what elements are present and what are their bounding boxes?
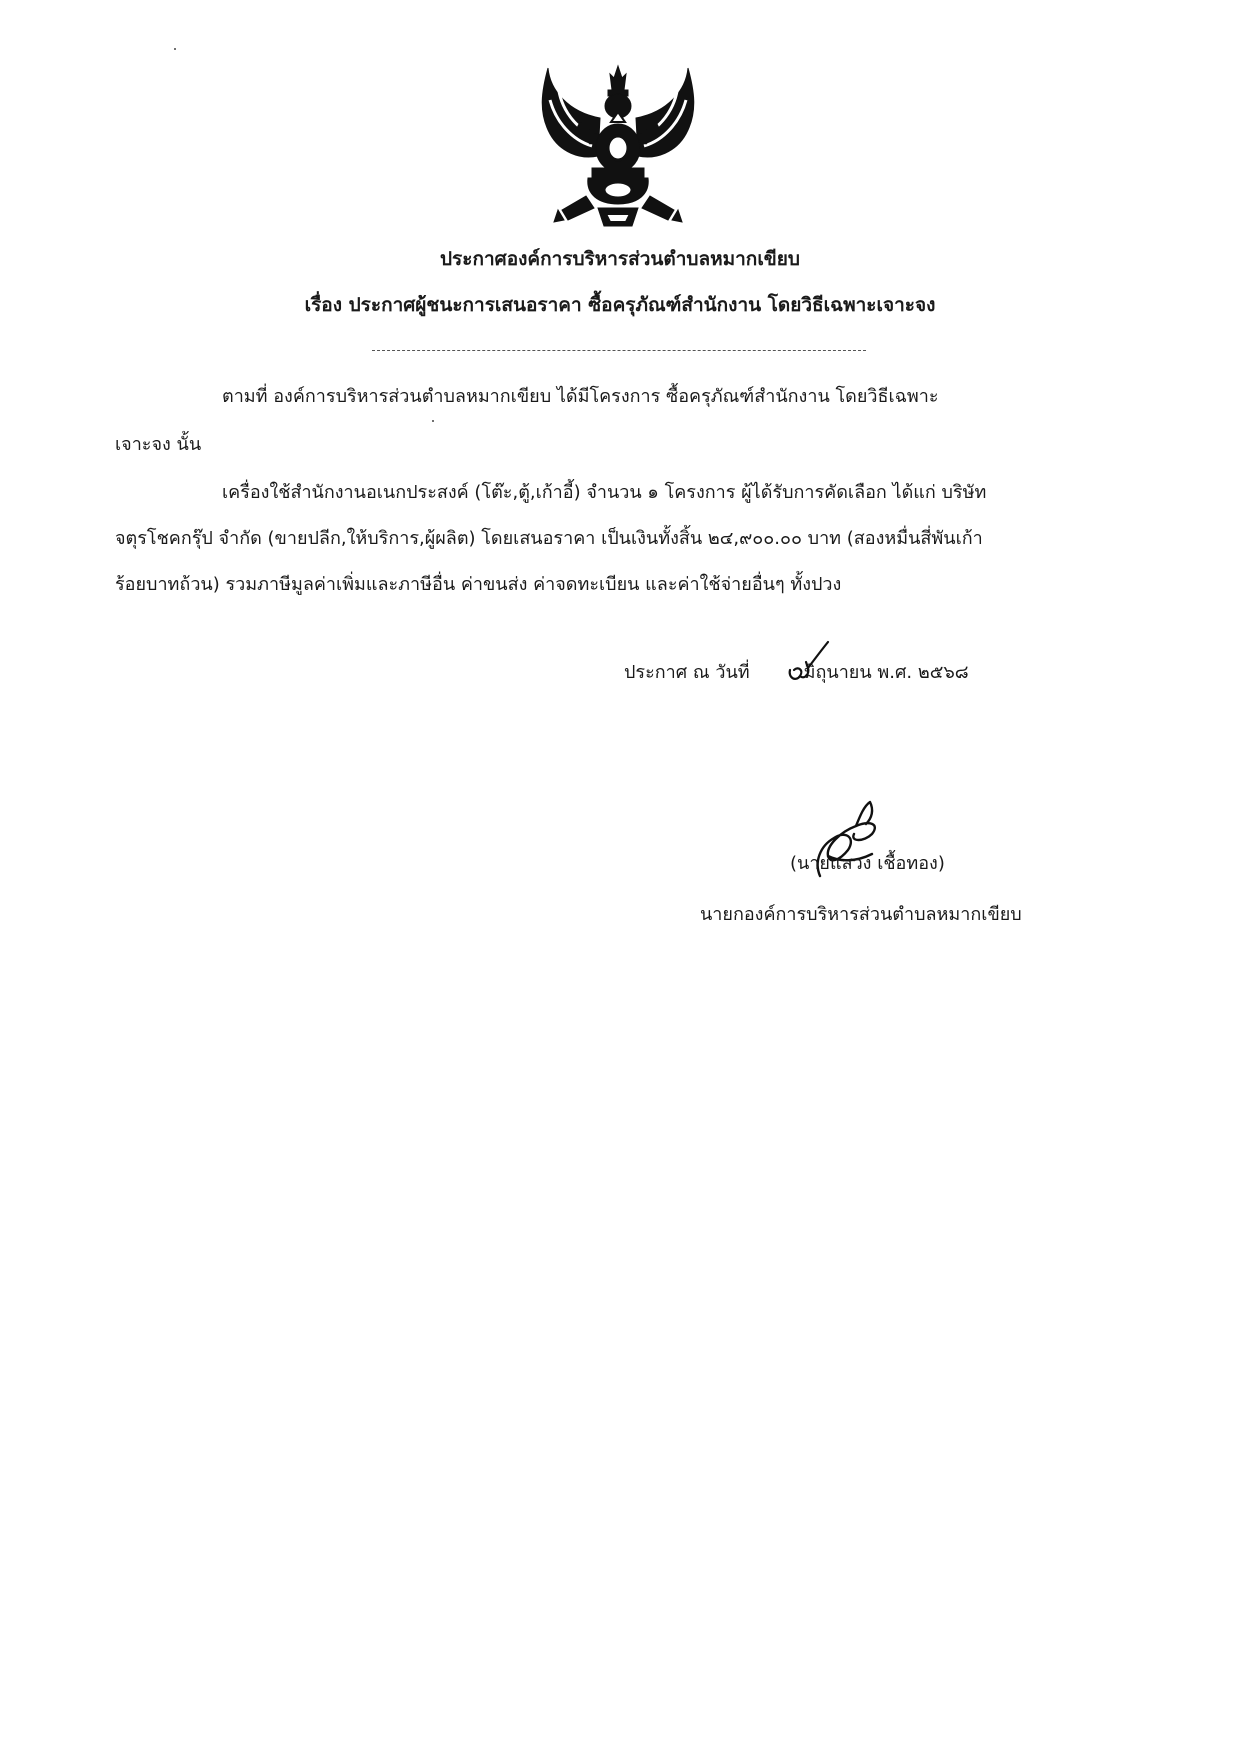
scan-speck — [432, 420, 434, 422]
signer-name: (นายแสวง เชื้อทอง) — [790, 853, 945, 874]
garuda-emblem-icon — [528, 60, 708, 230]
signer-position: นายกองค์การบริหารส่วนตำบลหมากเขียบ — [700, 904, 1022, 925]
paragraph-1-line-2: เจาะจง นั้น — [115, 434, 202, 455]
paragraph-2-line-3: ร้อยบาทถ้วน) รวมภาษีมูลค่าเพิ่มและภาษีอื่น ค่าขนส่ง ค่าจดทะเบียน และค่าใช้จ่ายอื่นๆ ทั้งปวง — [115, 574, 842, 595]
announcement-title: ประกาศองค์การบริหารส่วนตำบลหมากเขียบ — [439, 248, 800, 270]
scan-speck — [174, 48, 176, 50]
announcement-subject: เรื่อง ประกาศผู้ชนะการเสนอราคา ซื้อครุภัณฑ์สำนักงาน โดยวิธีเฉพาะเจาะจง — [304, 294, 936, 316]
date-month-year: มิถุนายน พ.ศ. ๒๕๖๘ — [803, 662, 969, 683]
paragraph-1-line-1: ตามที่ องค์การบริหารส่วนตำบลหมากเขียบ ได้มีโครงการ ซื้อครุภัณฑ์สำนักงาน โดยวิธีเฉพาะ — [222, 386, 939, 407]
dashed-divider — [372, 350, 866, 351]
paragraph-2-line-2: จตุรโชคกรุ๊ป จำกัด (ขายปลีก,ให้บริการ,ผู้ผลิต) โดยเสนอราคา เป็นเงินทั้งสิ้น ๒๔,๙๐๐.๐๐ บาท (สองหมื่นสี่พันเก้า — [115, 528, 983, 549]
paragraph-2-line-1: เครื่องใช้สำนักงานอเนกประสงค์ (โต๊ะ,ตู้,เก้าอี้) จำนวน ๑ โครงการ ผู้ได้รับการคัดเลือก ได้แก่ บริษัท — [222, 482, 987, 503]
handwritten-day-icon — [780, 640, 830, 690]
date-prefix: ประกาศ ณ วันที่ — [624, 662, 750, 683]
